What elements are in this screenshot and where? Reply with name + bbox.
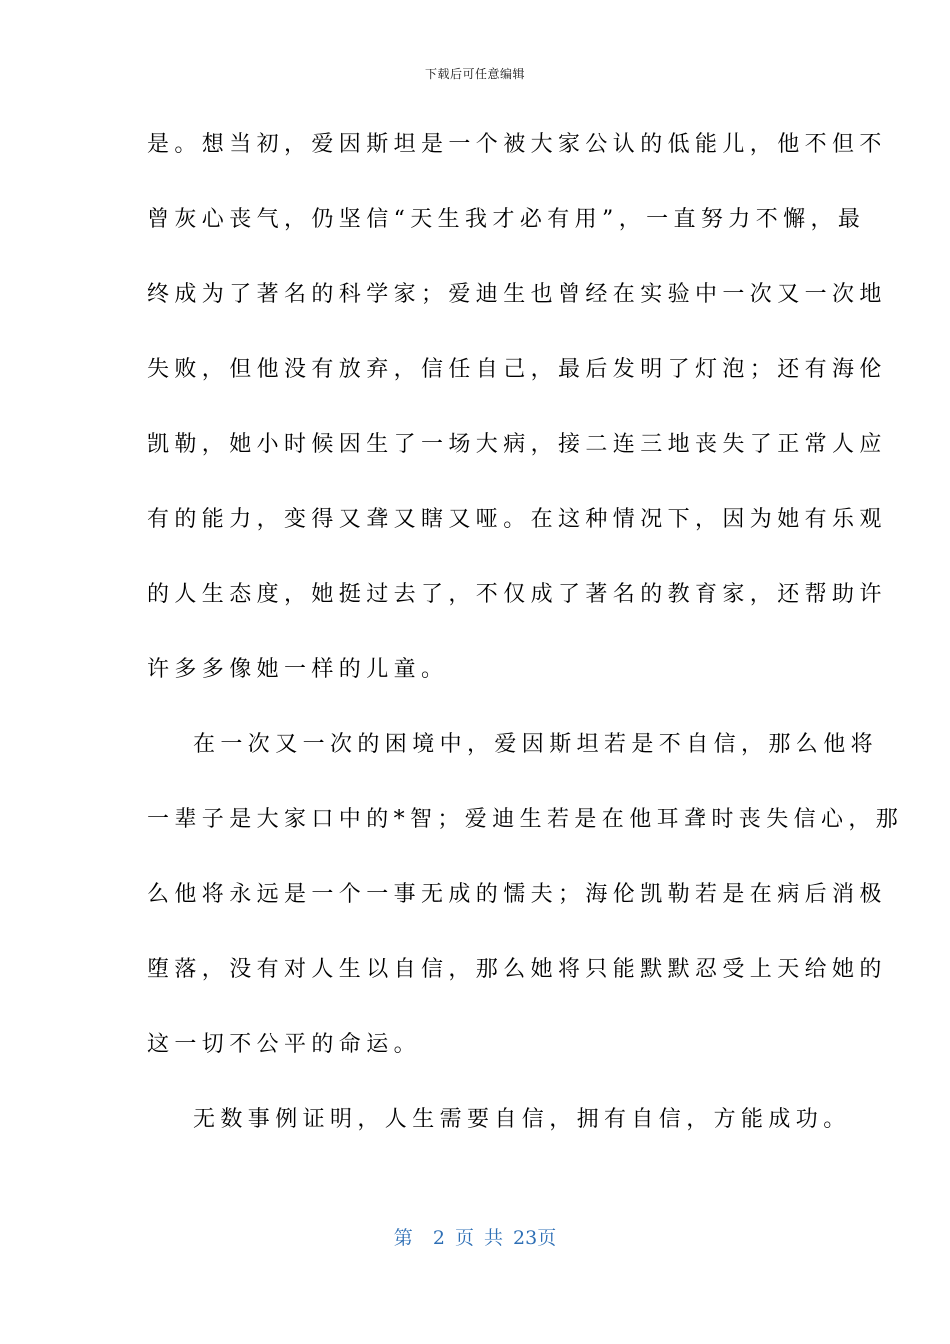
paragraph-2-line-1: 在一次又一次的困境中，爱因斯坦若是不自信，那么他将 — [193, 732, 879, 757]
paragraph-1-line-7: 的人生态度，她挺过去了，不仅成了著名的教育家，还帮助许 — [147, 582, 887, 607]
paragraph-1-line-4: 失败，但他没有放弃，信任自己，最后发明了灯泡；还有海伦 — [147, 357, 887, 382]
document-body — [147, 120, 904, 1170]
paragraph-1-line-1: 是。想当初，爱因斯坦是一个被大家公认的低能儿，他不但不 — [147, 132, 887, 157]
paragraph-1-line-8: 许多多像她一样的儿童。 — [147, 657, 449, 682]
paragraph-3-line-1: 无数事例证明，人生需要自信，拥有自信，方能成功。 — [193, 1107, 851, 1132]
paragraph-1-line-3: 终成为了著名的科学家；爱迪生也曾经在实验中一次又一次地 — [147, 282, 887, 307]
paragraph-2-line-3: 么他将永远是一个一事无成的懦夫；海伦凯勒若是在病后消极 — [147, 882, 887, 907]
page-number-footer: 第 2 页 共 23页 — [393, 1227, 557, 1249]
paragraph-2-line-4: 堕落，没有对人生以自信，那么她将只能默默忍受上天给她的 — [147, 957, 887, 982]
paragraph-2-line-5: 这一切不公平的命运。 — [147, 1032, 422, 1057]
paragraph-1-line-2: 曾灰心丧气，仍坚信“天生我才必有用”，一直努力不懈，最 — [147, 207, 866, 232]
paragraph-1-line-6: 有的能力，变得又聋又瞎又哑。在这种情况下，因为她有乐观 — [147, 507, 887, 532]
page-header-note: 下载后可任意编辑 — [424, 67, 525, 81]
paragraph-2-line-2: 一辈子是大家口中的*智；爱迪生若是在他耳聋时丧失信心，那 — [147, 807, 904, 832]
paragraph-1-line-5: 凯勒，她小时候因生了一场大病，接二连三地丧失了正常人应 — [147, 432, 887, 457]
